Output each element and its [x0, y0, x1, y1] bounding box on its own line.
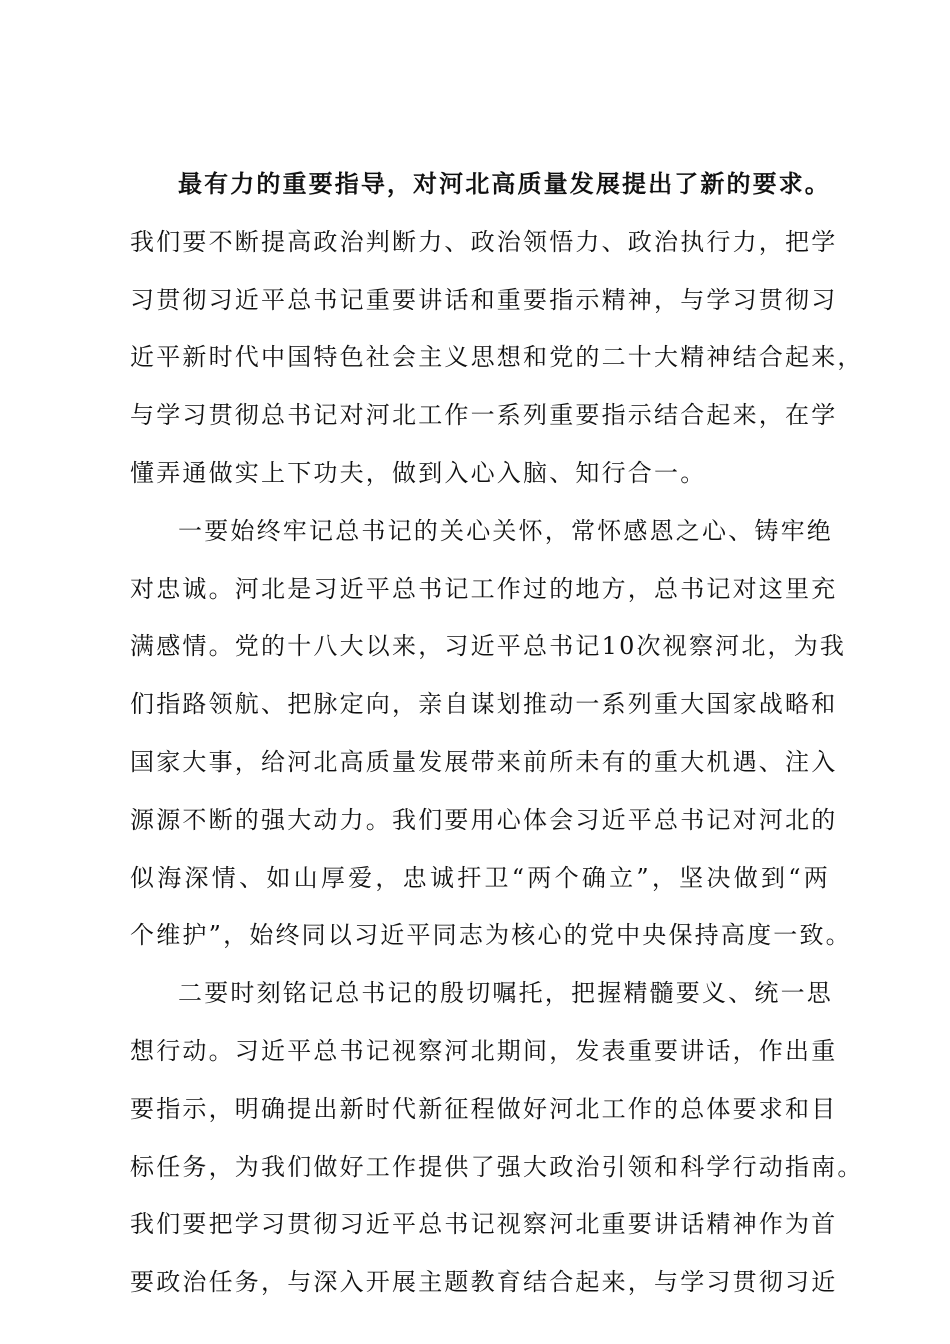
text-line-8: 对忠诚。河北是习近平总书记工作过的地方，总书记对这里充 — [130, 574, 838, 603]
text-line-18: 标任务，为我们做好工作提供了强大政治引领和科学行动指南。 — [130, 1152, 864, 1181]
text-line-16: 想行动。习近平总书记视察河北期间，发表重要讲话，作出重 — [130, 1036, 838, 1065]
text-line-11: 国家大事，给河北高质量发展带来前所未有的重大机遇、注入 — [130, 747, 838, 776]
text-line-7: 一要始终牢记总书记的关心关怀，常怀感恩之心、铸牢绝 — [178, 516, 833, 545]
text-line-2: 我们要不断提高政治判断力、政治领悟力、政治执行力，把学 — [130, 227, 838, 256]
text-line-12: 源源不断的强大动力。我们要用心体会习近平总书记对河北的 — [130, 805, 838, 834]
text-line-10: 们指路领航、把脉定向，亲自谋划推动一系列重大国家战略和 — [130, 690, 838, 719]
text-line-13: 似海深情、如山厚爱，忠诚扞卫“两个确立”，坚决做到“两 — [130, 863, 830, 892]
text-line-3: 习贯彻习近平总书记重要讲话和重要指示精神，与学习贯彻习 — [130, 285, 838, 314]
text-line-9: 满感情。党的十八大以来，习近平总书记10次视察河北，为我 — [130, 632, 847, 661]
text-line-4: 近平新时代中国特色社会主义思想和党的二十大精神结合起来， — [130, 343, 864, 372]
text-line-20: 要政治任务，与深入开展主题教育结合起来，与学习贯彻习近 — [130, 1268, 838, 1297]
text-line-14: 个维护”，始终同以习近平同志为核心的党中央保持高度一致。 — [130, 921, 852, 950]
body-text — [130, 156, 864, 1312]
text-line-5: 与学习贯彻总书记对河北工作一系列重要指示结合起来，在学 — [130, 401, 838, 430]
text-line-19: 我们要把学习贯彻习近平总书记视察河北重要讲话精神作为首 — [130, 1210, 838, 1239]
text-line-1: 最有力的重要指导，对河北高质量发展提出了新的要求。 — [178, 170, 830, 198]
text-line-17: 要指示，明确提出新时代新征程做好河北工作的总体要求和目 — [130, 1094, 838, 1123]
text-line-6: 懂弄通做实上下功夫，做到入心入脑、知行合一。 — [130, 458, 707, 487]
text-line-15: 二要时刻铭记总书记的殷切嘱托，把握精髓要义、统一思 — [178, 979, 833, 1008]
